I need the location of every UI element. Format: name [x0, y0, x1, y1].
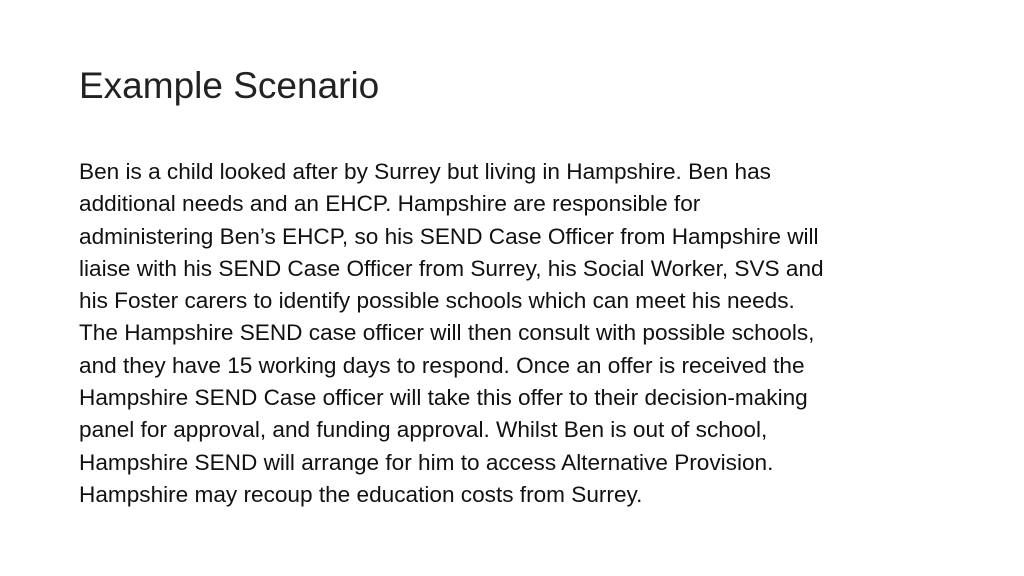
- body-line: The Hampshire SEND case officer will then consult with possible schools,: [79, 320, 815, 346]
- body-line: panel for approval, and funding approval. Whilst Ben is out of school,: [79, 417, 768, 443]
- body-line: his Foster carers to identify possible schools which can meet his needs.: [79, 288, 795, 314]
- body-line: additional needs and an EHCP. Hampshire are responsible for: [79, 191, 701, 217]
- body-line: Hampshire may recoup the education costs from Surrey.: [79, 481, 643, 507]
- body-line: liaise with his SEND Case Officer from Surrey, his Social Worker, SVS and: [79, 255, 824, 281]
- body-line: Ben is a child looked after by Surrey but living in Hampshire. Ben has: [79, 159, 771, 184]
- slide-body: [79, 156, 969, 511]
- body-line: administering Ben’s EHCP, so his SEND Case Officer from Hampshire will: [79, 223, 819, 249]
- body-line: and they have 15 working days to respond. Once an offer is received the: [79, 352, 805, 378]
- slide-title: Example Scenario: [79, 65, 380, 106]
- body-line: Hampshire SEND will arrange for him to access Alternative Provision.: [79, 449, 774, 475]
- body-line: Hampshire SEND Case officer will take this offer to their decision-making: [79, 385, 808, 411]
